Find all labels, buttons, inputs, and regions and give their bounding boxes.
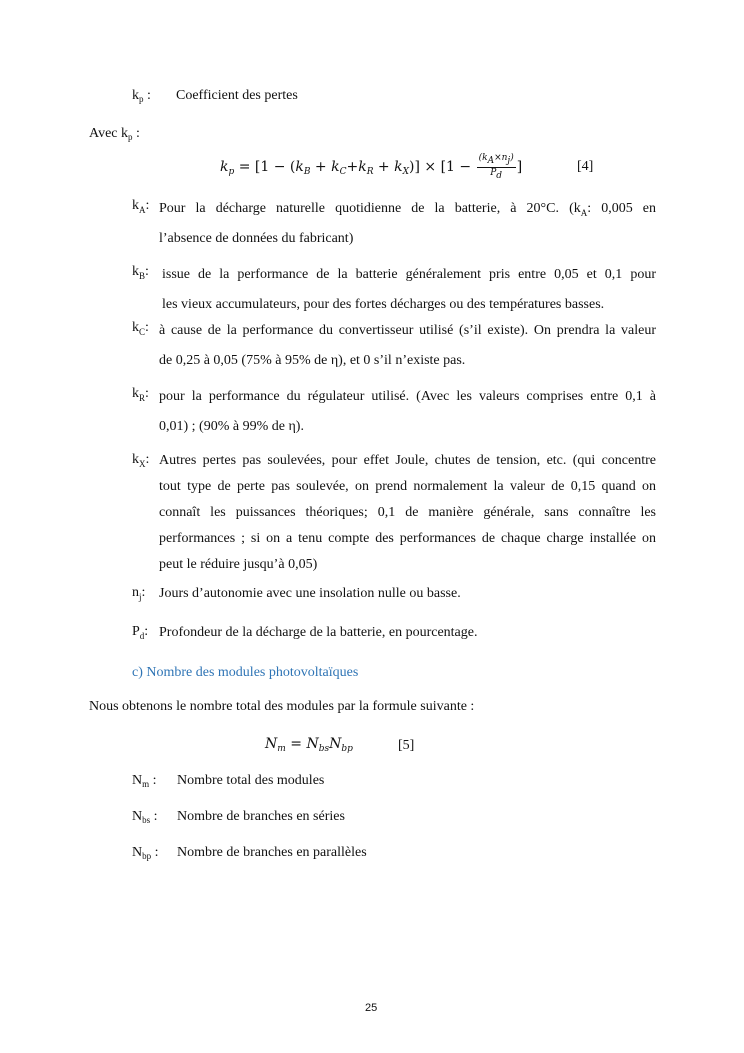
def-Nm-text: Nombre total des modules [177, 773, 325, 788]
def-kB-symbol: $k_B$: [132, 264, 149, 281]
page-number: 25 [365, 1002, 378, 1014]
def-Nbp-symbol: $N_{bp}$ : [132, 845, 159, 861]
definition-kp [132, 88, 151, 104]
def-kA-symbol: $k_A$: [132, 198, 150, 215]
def-Nm-symbol: $N_m$ : [132, 773, 157, 789]
section-heading: c) Nombre des modules photovoltaïques [132, 665, 359, 680]
def-kX-body: Autres pertes pas soulevées, pour effet Joule, chutes de tension, etc. (qui concentre tout type de perte pas soulevée, on prend normalement la valeur de 0,15 quand on connaît les puissances théoriques; 0,1 de manière générale, sans connaître les performances ; si on a tenu compte des performances de chaque charge installée on peut le réduire jusqu’à 0,05) [159, 453, 656, 572]
def-Nbs-text: Nombre de branches en séries [177, 809, 345, 824]
def-Pd-body: Profondeur de la décharge de la batterie, en pourcentage. [159, 625, 478, 640]
def-kR-body: pour la performance du régulateur utilisé. (Avec les valeurs comprises entre 0,1 à 0,01) ; (90% à 99% de η). [159, 389, 656, 434]
equation-5: $N_m = N_{bs}N_{bp}$ [265, 736, 353, 754]
fraction: $\frac{(kA\times nj)}{Pd}$ [478, 152, 514, 181]
def-nj-body: Jours d’autonomie avec une insolation nulle ou basse. [159, 586, 461, 601]
symbol: k [132, 88, 139, 103]
intro-paragraph: Nous obtenons le nombre total des modules par la formule suivante : [89, 699, 475, 714]
equation-5-ref: [5] [398, 738, 415, 753]
definition-kp-text: Coefficient des pertes [176, 88, 298, 103]
avec-line: Avec $k_p$ : [89, 126, 140, 142]
def-kR-symbol: $k_R$: [132, 386, 149, 403]
symbol-sub: p [139, 94, 144, 104]
def-Nbp-text: Nombre de branches en parallèles [177, 845, 367, 860]
def-kA-body: Pour la décharge naturelle quotidienne de la batterie, à 20°C. ($k_A$: 0,005 en l’absence de données du fabricant) [159, 194, 656, 254]
def-kB-body: issue de la performance de la batterie généralement pris entre 0,05 et 0,1 pour les vieux accumulateurs, pour des fortes décharges ou des températures basses. [162, 267, 656, 312]
equation-4-ref: [4] [577, 159, 594, 174]
def-kA-line-1: Pour la décharge naturelle quotidienne de la batterie, à 20°C. ($k_A$: 0,005 en [159, 201, 656, 218]
def-Pd-symbol: $P_d$: [132, 624, 149, 641]
def-Nbs-symbol: $N_{bs}$ : [132, 809, 158, 825]
separator: : [143, 88, 151, 103]
def-nj-symbol: $n_j$: [132, 585, 146, 602]
equation-4: $k_p = [1 - (k_B + k_C+k_R + k_X)] \times [1$ − $\frac{(kA\times nj)}{Pd}$ ] [220, 152, 523, 181]
def-kC-body: à cause de la performance du convertisseur utilisé (s’il existe). On prendra la valeur de 0,25 à 0,05 (75% à 95% de η), et 0 s’il n’existe pas. [159, 323, 656, 368]
def-kC-symbol: $k_C$: [132, 320, 149, 337]
def-kX-symbol: $k_X$: [132, 452, 150, 469]
